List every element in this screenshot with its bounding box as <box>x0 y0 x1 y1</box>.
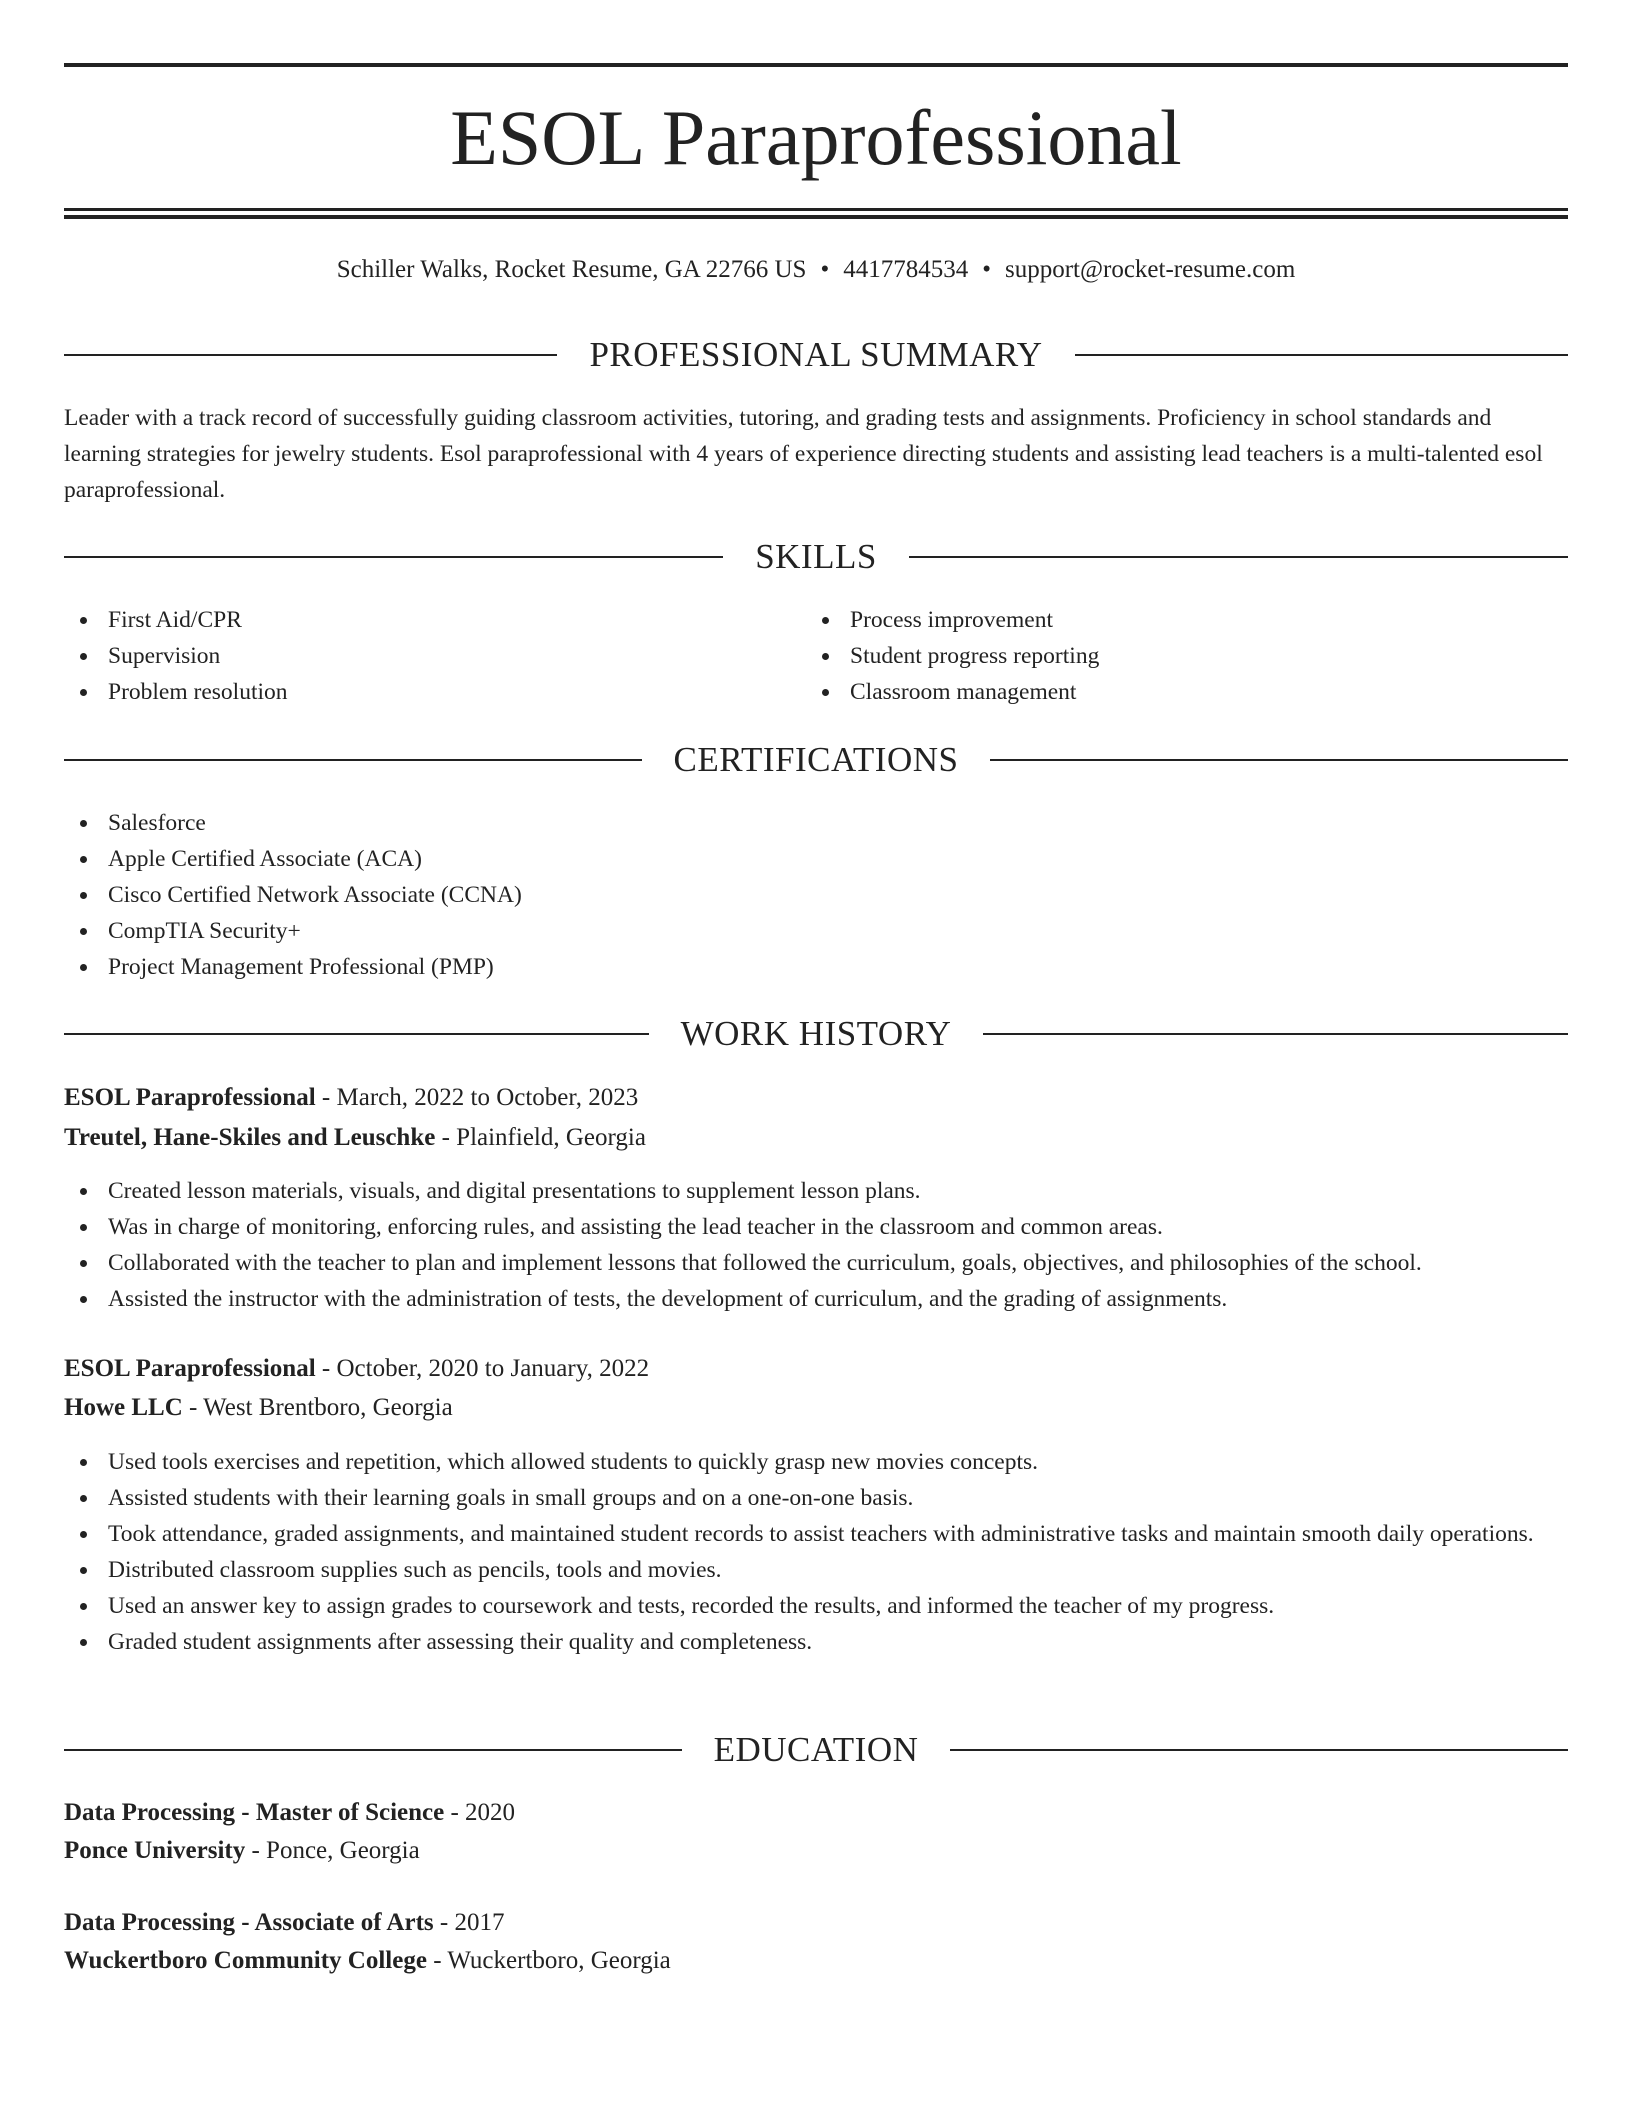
duty-item: Graded student assignments after assessing their quality and completeness. <box>64 1624 1568 1660</box>
top-rule <box>64 63 1568 67</box>
heading-rule <box>64 1033 649 1035</box>
duty-item: Created lesson materials, visuals, and digital presentations to supplement lesson plans. <box>64 1173 1568 1209</box>
title-rule-upper <box>64 208 1568 211</box>
section-heading-certifications <box>64 738 1568 782</box>
job-title-line <box>64 1350 1568 1388</box>
summary-text: Leader with a track record of successfully guiding classroom activities, tutoring, and grading tests and assignments. Proficiency in school standards and learning strategies for jewelry students. Esol paraprofessional with 4 years of experience directing students and assisting lead teachers is a multi-talented esol paraprofessional. <box>64 405 1543 503</box>
education-school: Ponce University <box>64 1837 246 1864</box>
contact-separator: • <box>820 256 830 283</box>
skill-item: Classroom management <box>806 674 1506 710</box>
job-location: - West Brentboro, Georgia <box>182 1394 453 1421</box>
job-location: - Plainfield, Georgia <box>435 1124 646 1151</box>
duty-item: Collaborated with the teacher to plan and implement lessons that followed the curriculum, goals, objectives, and philosophies of the school. <box>64 1245 1568 1281</box>
education-degree-line <box>64 1794 1568 1832</box>
heading-rule <box>950 1749 1568 1751</box>
job-title: ESOL Paraprofessional <box>64 1084 316 1111</box>
heading-rule <box>64 354 557 356</box>
heading-rule <box>64 1749 682 1751</box>
skill-item: Problem resolution <box>64 674 764 710</box>
education-degree-line <box>64 1904 1568 1942</box>
job-employer-line <box>64 1119 1568 1157</box>
section-title: SKILLS <box>755 537 877 576</box>
contact-separator: • <box>982 256 991 283</box>
resume-title: ESOL Paraprofessional <box>450 94 1182 181</box>
skills-list-left <box>64 602 764 710</box>
section-heading-work-history <box>64 1012 1568 1056</box>
skill-item: Process improvement <box>806 602 1506 638</box>
education-year: - 2017 <box>433 1909 505 1936</box>
duty-item: Took attendance, graded assignments, and maintained student records to assist teachers with administrative tasks and maintain smooth daily operations. <box>64 1516 1568 1552</box>
job-duties-list <box>64 1173 1568 1317</box>
education-year: - 2020 <box>444 1799 516 1826</box>
job-dates: - October, 2020 to January, 2022 <box>315 1355 650 1382</box>
section-heading-education <box>64 1728 1568 1772</box>
education-location: - Ponce, Georgia <box>245 1837 420 1864</box>
education-degree: Data Processing - Master of Science <box>64 1799 445 1826</box>
job-title-line <box>64 1079 1568 1117</box>
certifications-list <box>64 805 1568 985</box>
heading-rule <box>1075 354 1568 356</box>
certification-item: CompTIA Security+ <box>64 913 1568 949</box>
contact-address: Schiller Walks, Rocket Resume, GA 22766 US <box>336 256 807 283</box>
duty-item: Used tools exercises and repetition, which allowed students to quickly grasp new movies concepts. <box>64 1444 1568 1480</box>
duty-item: Distributed classroom supplies such as pencils, tools and movies. <box>64 1552 1568 1588</box>
duty-item: Used an answer key to assign grades to coursework and tests, recorded the results, and informed the teacher of my progress. <box>64 1588 1568 1624</box>
job-dates: - March, 2022 to October, 2023 <box>315 1084 639 1111</box>
job-employer-line <box>64 1389 1568 1427</box>
job-title: ESOL Paraprofessional <box>64 1355 316 1382</box>
duty-item: Assisted the instructor with the administration of tests, the development of curriculum, and the grading of assignments. <box>64 1281 1568 1317</box>
title-rule-lower <box>64 215 1568 219</box>
skills-list-right <box>806 602 1506 710</box>
section-heading-summary <box>64 333 1568 377</box>
section-title: WORK HISTORY <box>680 1014 952 1053</box>
section-heading-skills <box>64 535 1568 579</box>
heading-rule <box>64 759 642 761</box>
education-school: Wuckertboro Community College <box>64 1947 427 1974</box>
certification-item: Cisco Certified Network Associate (CCNA) <box>64 877 1568 913</box>
certification-item: Salesforce <box>64 805 1568 841</box>
section-title: PROFESSIONAL SUMMARY <box>589 335 1043 374</box>
education-school-line <box>64 1832 1568 1870</box>
job-company: Treutel, Hane-Skiles and Leuschke <box>64 1124 436 1151</box>
section-title: CERTIFICATIONS <box>673 740 959 779</box>
contact-email: support@rocket-resume.com <box>1004 256 1296 283</box>
duty-item: Assisted students with their learning goals in small groups and on a one-on-one basis. <box>64 1480 1568 1516</box>
heading-rule <box>64 556 723 558</box>
skill-item: Student progress reporting <box>806 638 1506 674</box>
education-degree: Data Processing - Associate of Arts <box>64 1909 434 1936</box>
education-school-line <box>64 1942 1568 1980</box>
duty-item: Was in charge of monitoring, enforcing rules, and assisting the lead teacher in the classroom and common areas. <box>64 1209 1568 1245</box>
job-duties-list <box>64 1444 1568 1660</box>
skill-item: Supervision <box>64 638 764 674</box>
skill-item: First Aid/CPR <box>64 602 764 638</box>
heading-rule <box>983 1033 1568 1035</box>
heading-rule <box>909 556 1568 558</box>
education-location: - Wuckertboro, Georgia <box>426 1947 671 1974</box>
job-company: Howe LLC <box>64 1394 183 1421</box>
certification-item: Apple Certified Associate (ACA) <box>64 841 1568 877</box>
contact-phone: 4417784534 <box>843 256 969 283</box>
certification-item: Project Management Professional (PMP) <box>64 949 1568 985</box>
heading-rule <box>990 759 1568 761</box>
section-title: EDUCATION <box>713 1730 919 1769</box>
contact-line <box>64 253 1568 287</box>
